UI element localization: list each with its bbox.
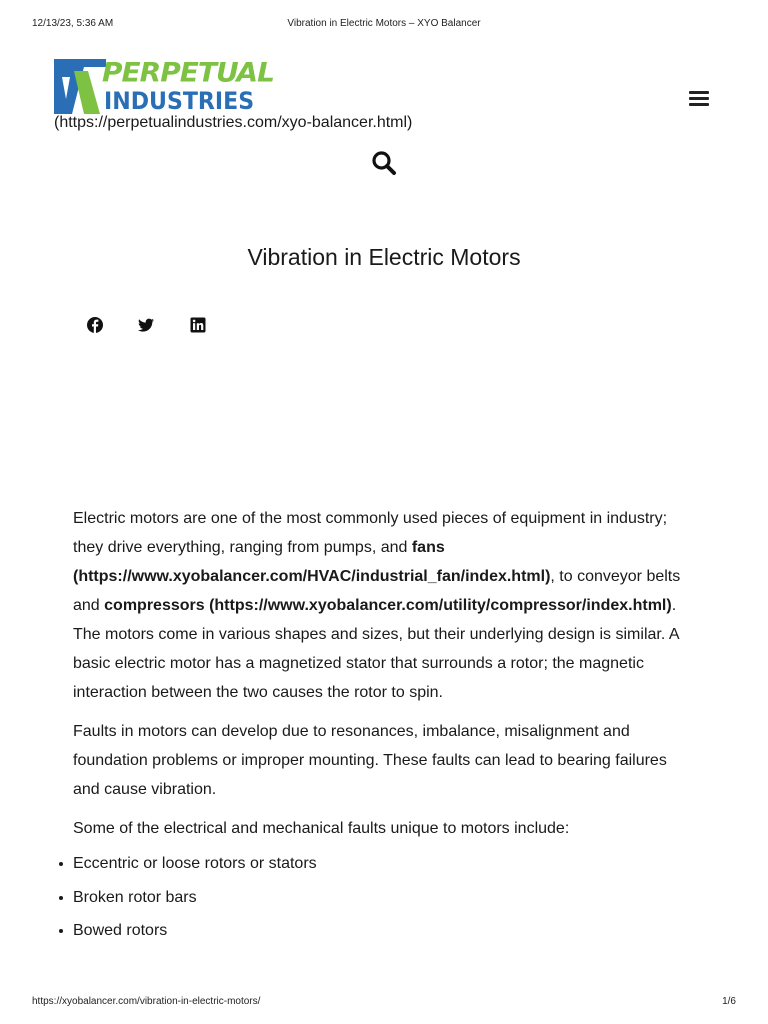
- list-item: Broken rotor bars: [73, 887, 695, 909]
- logo-top-text: PERPETUAL: [102, 57, 274, 89]
- search-icon[interactable]: [371, 150, 397, 176]
- site-logo[interactable]: [54, 57, 274, 115]
- twitter-icon[interactable]: [137, 316, 155, 334]
- logo-bottom-text: INDUSTRIES: [104, 87, 255, 115]
- paragraph-text: , to conveyor belts and: [73, 568, 681, 614]
- menu-bar: [689, 97, 709, 100]
- print-footer-url: https://xyobalancer.com/vibration-in-electric-motors/: [32, 996, 261, 1007]
- menu-bar: [689, 91, 709, 94]
- print-header: [0, 18, 768, 32]
- faults-list: [56, 853, 695, 942]
- compressors-link[interactable]: compressors (https://www.xyobalancer.com/utility/compressor/index.html): [104, 597, 672, 614]
- facebook-icon[interactable]: [86, 316, 104, 334]
- article-paragraph: Faults in motors can develop due to resonances, imbalance, misalignment and foundation problems or improper mounting. These faults can lead to bearing failures and cause vibration.: [73, 723, 667, 798]
- print-page-number: 1/6: [722, 996, 736, 1007]
- linkedin-icon[interactable]: [189, 316, 207, 334]
- list-item: Bowed rotors: [73, 920, 695, 942]
- menu-bar: [689, 103, 709, 106]
- print-document-title: Vibration in Electric Motors – XYO Balancer: [287, 18, 481, 29]
- fans-link[interactable]: fans (https://www.xyobalancer.com/HVAC/industrial_fan/index.html): [73, 539, 551, 585]
- print-datetime: 12/13/23, 5:36 AM: [32, 18, 114, 29]
- paragraph-text: . The motors come in various shapes and sizes, but their underlying design is similar. A basic electric motor has a magnetized stator that surrounds a rotor; the magnetic interaction between the two causes the rotor to spin.: [73, 597, 679, 701]
- article-body: [73, 504, 695, 954]
- logo-link-url[interactable]: (https://perpetualindustries.com/xyo-balancer.html): [54, 114, 413, 131]
- page-title: Vibration in Electric Motors: [247, 244, 521, 270]
- hamburger-menu-icon[interactable]: [689, 91, 709, 106]
- article-paragraph: [73, 504, 695, 707]
- article-paragraph: Some of the electrical and mechanical faults unique to motors include:: [73, 820, 570, 837]
- paragraph-text: Electric motors are one of the most commonly used pieces of equipment in industry; they drive everything, ranging from pumps, and: [73, 510, 668, 556]
- logo-mark-icon: [54, 59, 106, 114]
- list-item: Eccentric or loose rotors or stators: [73, 853, 695, 875]
